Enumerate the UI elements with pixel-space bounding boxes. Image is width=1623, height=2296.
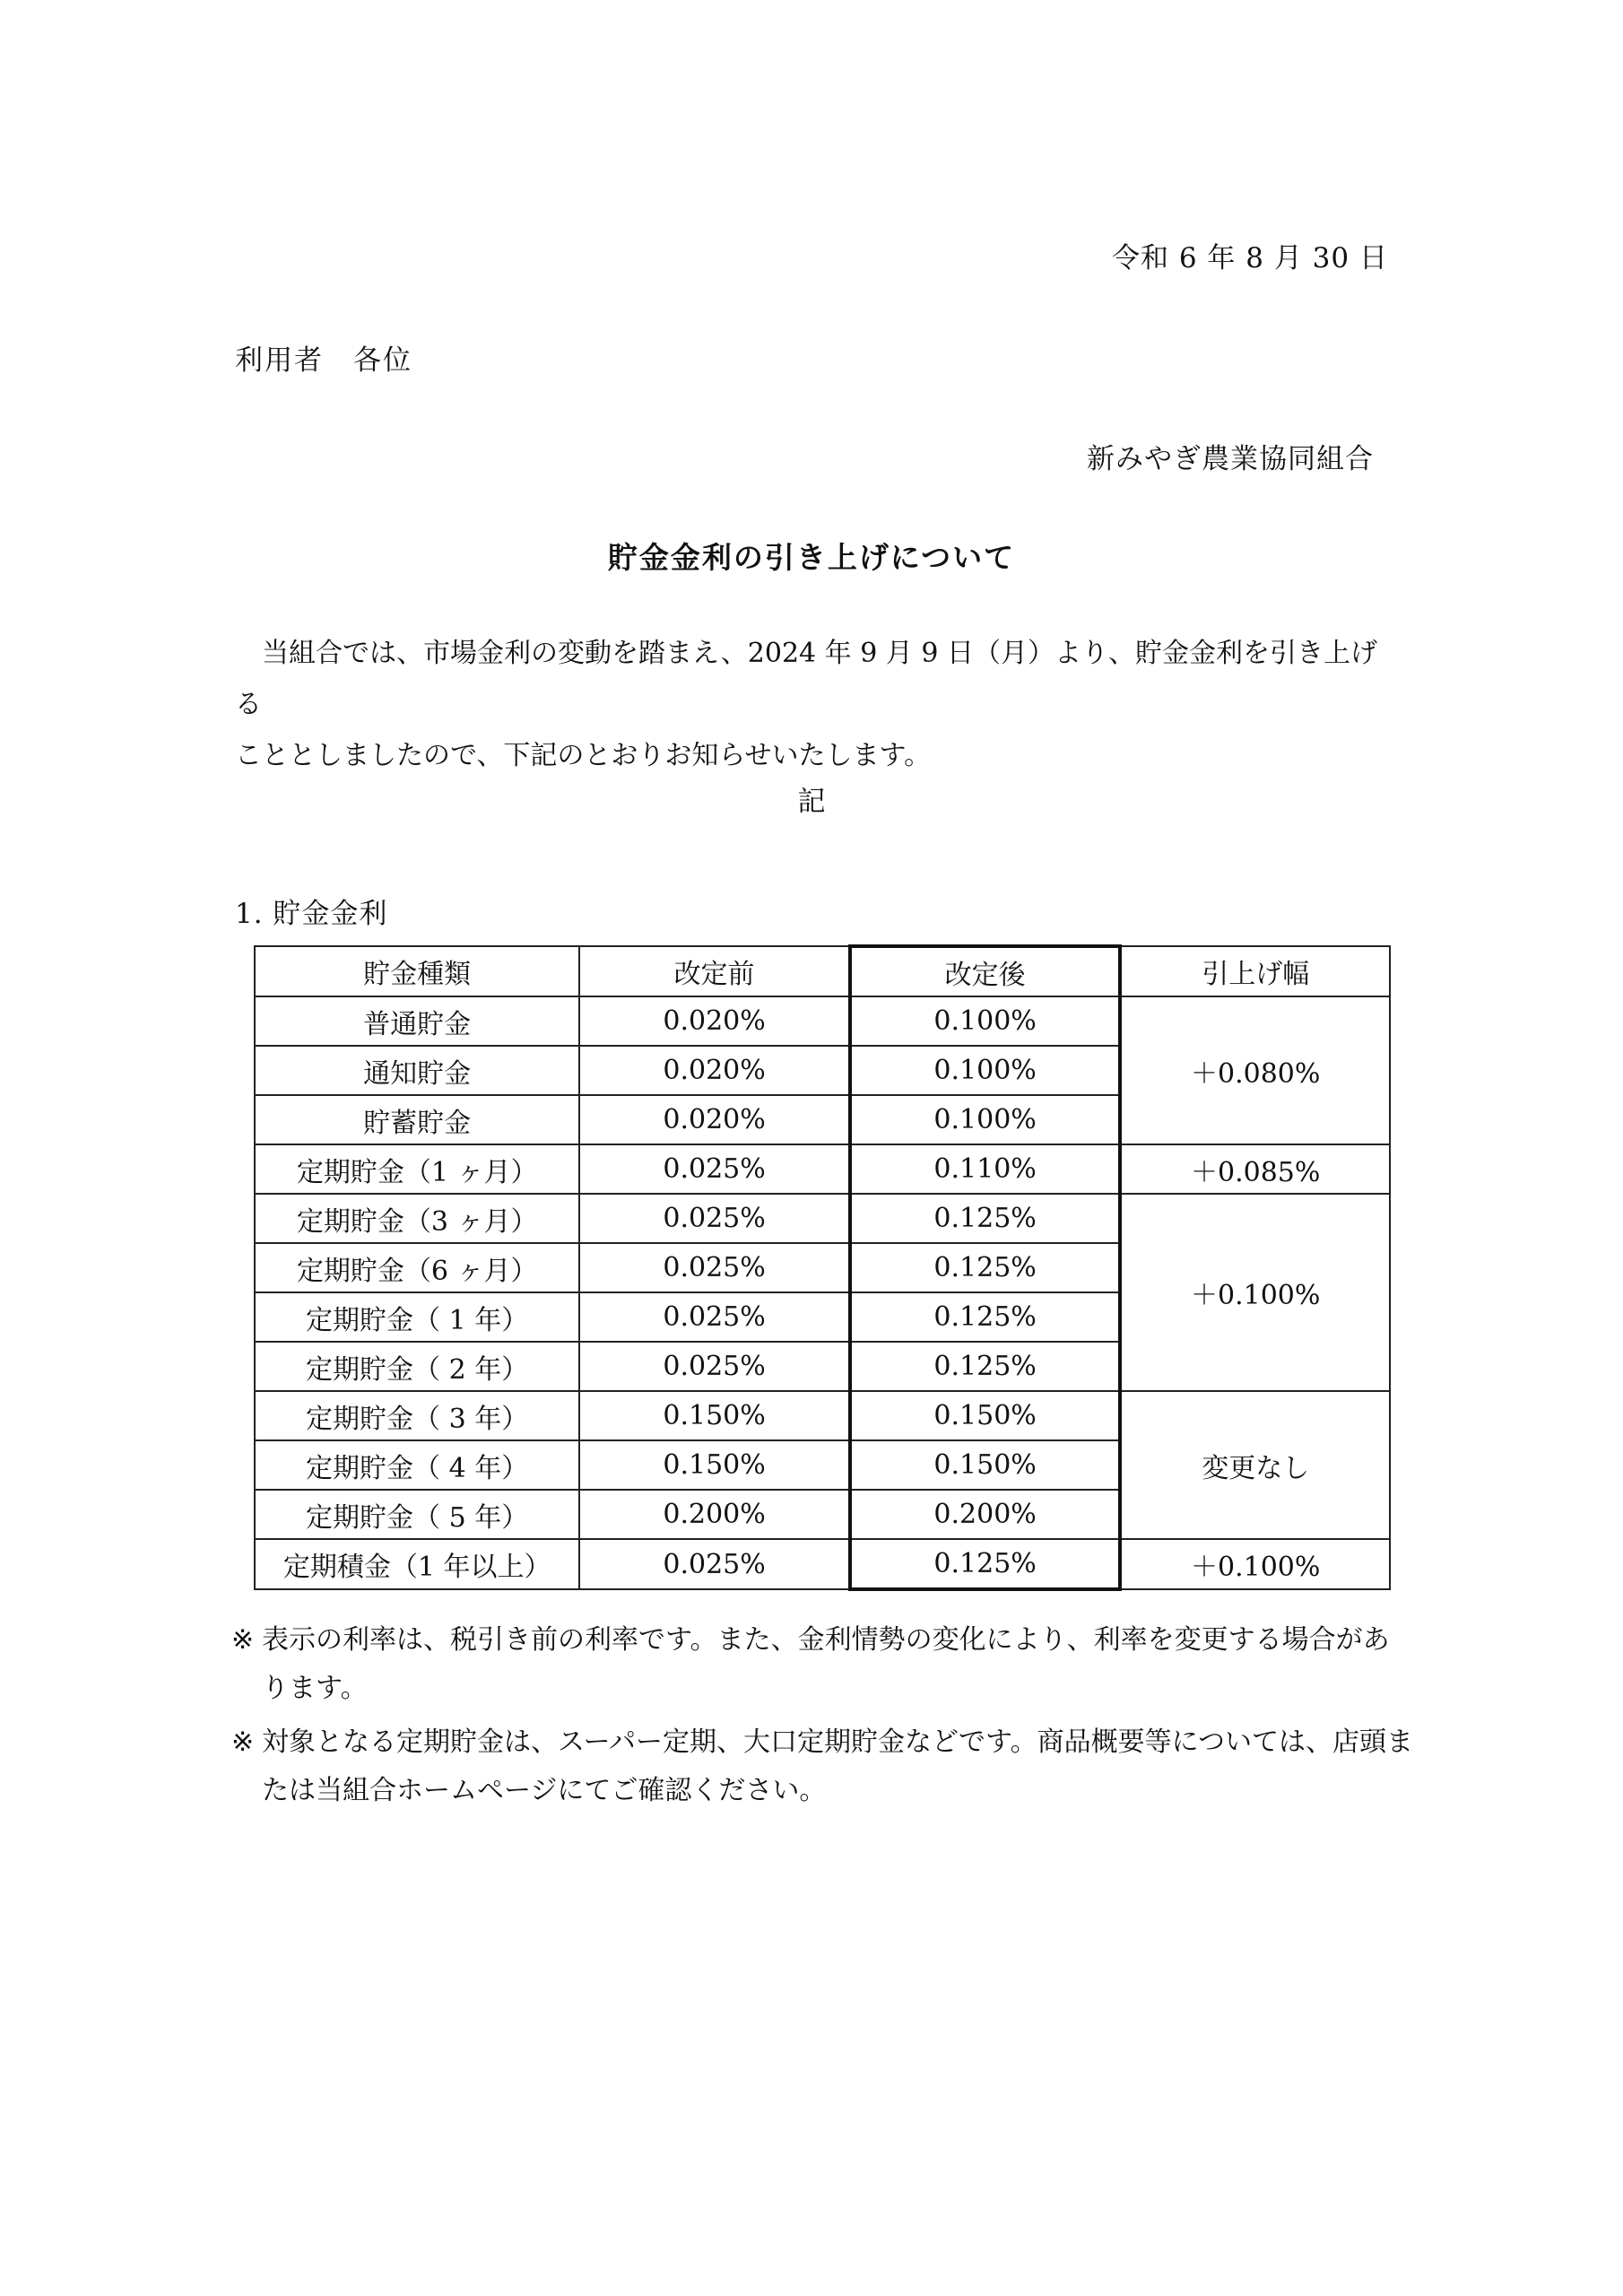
deposit-type-cell: 貯蓄貯金	[255, 1095, 579, 1144]
increase-cell: ＋0.100%	[1120, 1194, 1390, 1391]
interest-rate-table	[254, 944, 1391, 1591]
increase-cell: ＋0.080%	[1120, 996, 1390, 1144]
note-item	[231, 1718, 1415, 1815]
deposit-type-cell: 定期積金（1 年以上）	[255, 1539, 579, 1589]
note-mark: ※	[231, 1726, 255, 1758]
rate-before-cell: 0.025%	[579, 1539, 850, 1589]
rate-after-cell: 0.100%	[850, 1095, 1121, 1144]
rate-before-cell: 0.020%	[579, 1046, 850, 1095]
rate-after-cell: 0.100%	[850, 1046, 1121, 1095]
intro-line-1: 当組合では、市場金利の変動を踏まえ、2024 年 9 月 9 日（月）より、貯金金利を引き上げる	[235, 638, 1378, 720]
rate-before-cell: 0.150%	[579, 1391, 850, 1440]
rate-before-cell: 0.025%	[579, 1144, 850, 1194]
rate-after-cell: 0.125%	[850, 1539, 1121, 1589]
deposit-type-cell: 定期貯金（ 2 年）	[255, 1342, 579, 1391]
rate-after-cell: 0.150%	[850, 1391, 1121, 1440]
deposit-type-cell: 定期貯金（6 ヶ月）	[255, 1243, 579, 1292]
header-before: 改定前	[579, 946, 850, 996]
deposit-type-cell: 定期貯金（ 3 年）	[255, 1391, 579, 1440]
intro-line-2: こととしましたので、下記のとおりお知らせいたします。	[235, 740, 932, 771]
deposit-type-cell: 定期貯金（ 4 年）	[255, 1440, 579, 1490]
rate-after-cell: 0.110%	[850, 1144, 1121, 1194]
ki-marker: 記	[797, 786, 826, 818]
rate-after-cell: 0.125%	[850, 1292, 1121, 1342]
note-text: 表示の利率は、税引き前の利率です。また、金利情勢の変化により、利率を変更する場合があります。	[262, 1624, 1390, 1704]
deposit-type-cell: 定期貯金（ 5 年）	[255, 1490, 579, 1539]
rate-after-cell: 0.200%	[850, 1490, 1121, 1539]
rate-before-cell: 0.150%	[579, 1440, 850, 1490]
table-row	[255, 1539, 1390, 1589]
note-text: 対象となる定期貯金は、スーパー定期、大口定期貯金などです。商品概要等については、店頭または当組合ホームページにてご確認ください。	[262, 1726, 1413, 1806]
rate-after-cell: 0.125%	[850, 1342, 1121, 1391]
deposit-type-cell: 定期貯金（ 1 年）	[255, 1292, 579, 1342]
intro-paragraph	[235, 628, 1401, 781]
rate-after-cell: 0.125%	[850, 1194, 1121, 1243]
table-row	[255, 996, 1390, 1046]
rate-before-cell: 0.020%	[579, 1095, 850, 1144]
rate-after-cell: 0.150%	[850, 1440, 1121, 1490]
rate-before-cell: 0.025%	[579, 1243, 850, 1292]
header-increase: 引上げ幅	[1120, 946, 1390, 996]
document-title: 貯金金利の引き上げについて	[607, 540, 1016, 575]
sender-organization: 新みやぎ農業協同組合	[1087, 443, 1374, 475]
rate-after-cell: 0.125%	[850, 1243, 1121, 1292]
section-heading: 1. 貯金金利	[235, 898, 388, 930]
rate-before-cell: 0.025%	[579, 1292, 850, 1342]
rate-before-cell: 0.025%	[579, 1342, 850, 1391]
rate-before-cell: 0.200%	[579, 1490, 850, 1539]
header-after: 改定後	[850, 946, 1121, 996]
increase-cell: ＋0.100%	[1120, 1539, 1390, 1589]
header-deposit-type: 貯金種類	[255, 946, 579, 996]
recipient: 利用者 各位	[235, 344, 412, 377]
deposit-type-cell: 定期貯金（3 ヶ月）	[255, 1194, 579, 1243]
notes	[231, 1616, 1415, 1821]
deposit-type-cell: 定期貯金（1 ヶ月）	[255, 1144, 579, 1194]
table-header-row	[255, 946, 1390, 996]
rate-after-cell: 0.100%	[850, 996, 1121, 1046]
deposit-type-cell: 普通貯金	[255, 996, 579, 1046]
rate-before-cell: 0.020%	[579, 996, 850, 1046]
table-row	[255, 1194, 1390, 1243]
note-item	[231, 1616, 1415, 1713]
increase-cell: 変更なし	[1120, 1391, 1390, 1539]
note-mark: ※	[231, 1624, 255, 1656]
table-row	[255, 1144, 1390, 1194]
increase-cell: ＋0.085%	[1120, 1144, 1390, 1194]
table-row	[255, 1391, 1390, 1440]
rate-before-cell: 0.025%	[579, 1194, 850, 1243]
deposit-type-cell: 通知貯金	[255, 1046, 579, 1095]
document-date: 令和 6 年 8 月 30 日	[1111, 242, 1388, 274]
